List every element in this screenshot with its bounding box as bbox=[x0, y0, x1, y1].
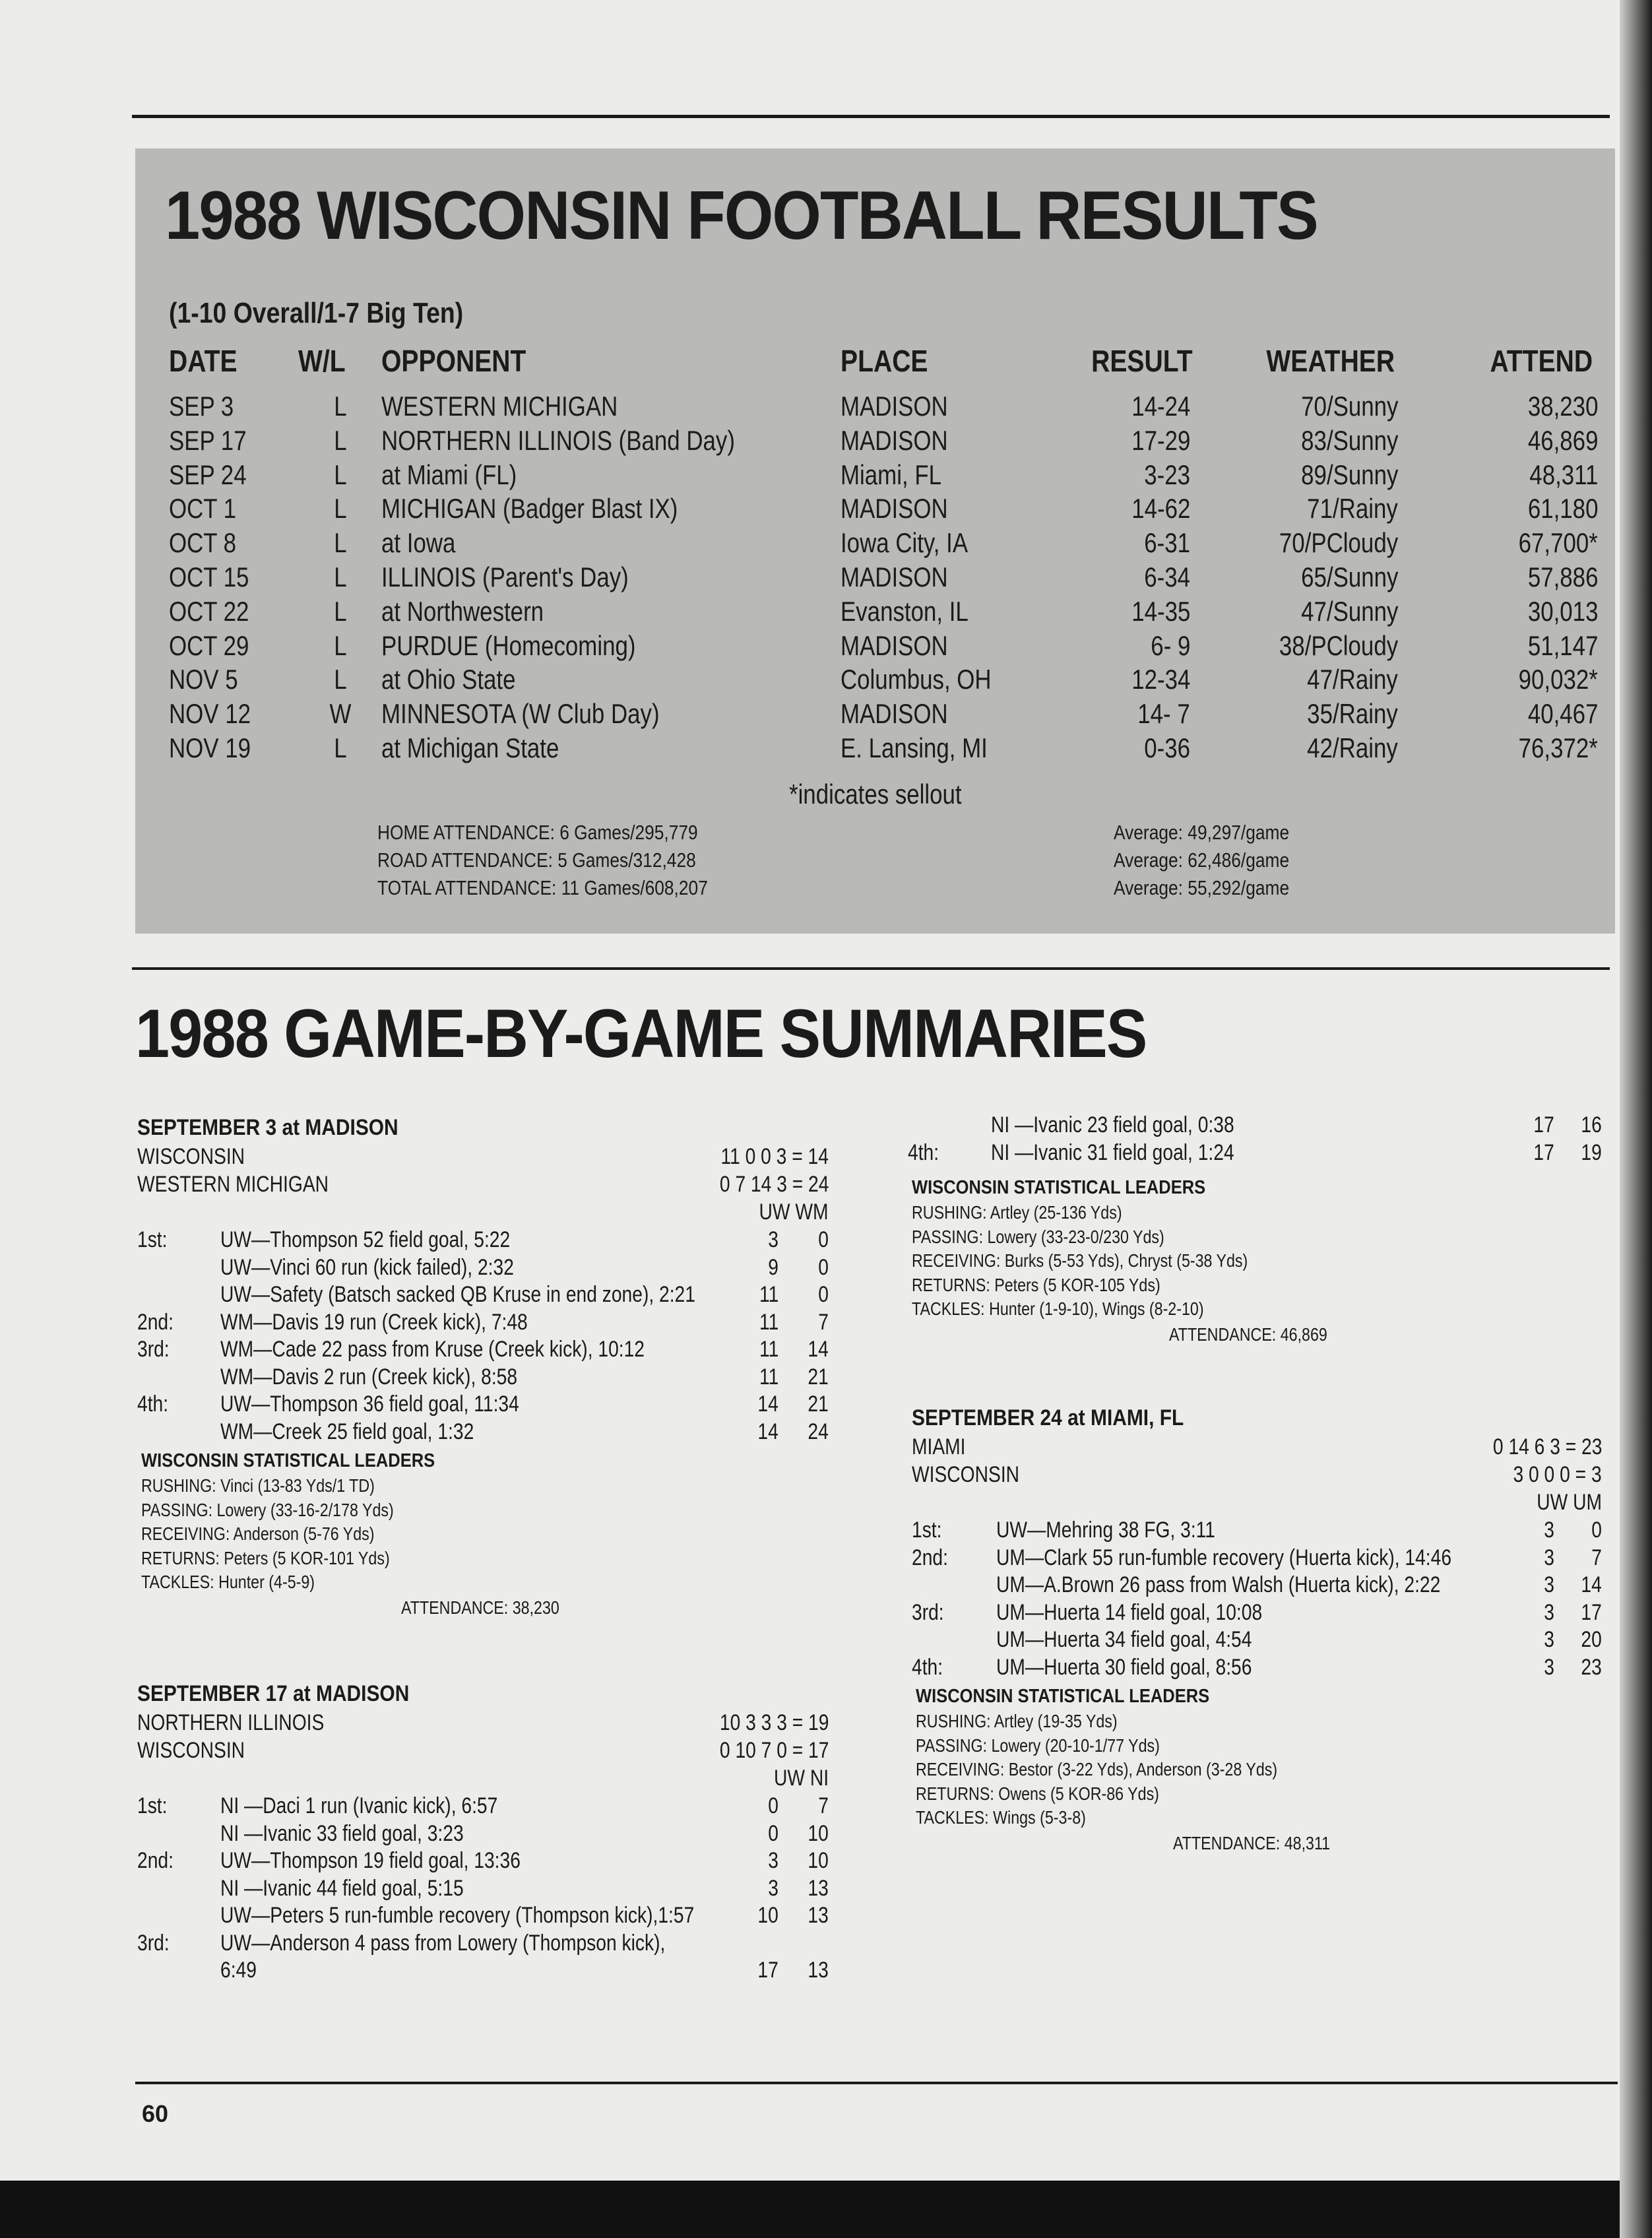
score-uw: 17 bbox=[1533, 1140, 1554, 1165]
score-opp: 7 bbox=[818, 1793, 829, 1818]
scoring-play: UM—Huerta 34 field goal, 4:54 bbox=[996, 1627, 1252, 1652]
results-cell-date: NOV 12 bbox=[169, 698, 251, 730]
quarter-label: 4th: bbox=[912, 1654, 943, 1680]
score-columns: UW UM bbox=[1537, 1490, 1602, 1515]
game-heading: SEPTEMBER 3 at MADISON bbox=[137, 1115, 398, 1140]
scoring-play: WM—Creek 25 field goal, 1:32 bbox=[220, 1419, 474, 1444]
results-cell-result: 14-62 bbox=[1131, 493, 1190, 525]
leader-line: RECEIVING: Burks (5-53 Yds), Chryst (5-38 Yds) bbox=[912, 1250, 1248, 1271]
results-cell-opponent: NORTHERN ILLINOIS (Band Day) bbox=[381, 424, 735, 456]
results-cell-weather: 38/PCloudy bbox=[1279, 629, 1398, 661]
road-attendance: ROAD ATTENDANCE: 5 Games/312,428 bbox=[377, 848, 696, 872]
score-opp: 24 bbox=[808, 1419, 829, 1444]
results-cell-date: SEP 24 bbox=[169, 459, 247, 490]
results-cell-place: MADISON bbox=[841, 561, 948, 592]
scoring-play: WM—Davis 19 run (Creek kick), 7:48 bbox=[220, 1309, 528, 1335]
results-cell-date: OCT 15 bbox=[169, 561, 249, 592]
results-cell-attend: 67,700* bbox=[1518, 527, 1598, 559]
scoring-play: NI —Ivanic 31 field goal, 1:24 bbox=[991, 1140, 1234, 1165]
scoring-play: UM—Clark 55 run-fumble recovery (Huerta kick), 14:46 bbox=[996, 1545, 1452, 1570]
score-opp: 13 bbox=[808, 1958, 829, 1983]
leader-line: PASSING: Lowery (33-16-2/178 Yds) bbox=[141, 1499, 394, 1520]
score-opp: 21 bbox=[808, 1391, 829, 1417]
score-uw: 11 bbox=[759, 1282, 778, 1307]
quarter-label: 1st: bbox=[912, 1518, 942, 1543]
score-opp: 13 bbox=[808, 1903, 829, 1928]
road-average: Average: 62,486/game bbox=[1114, 848, 1290, 872]
results-cell-result: 14-24 bbox=[1131, 391, 1190, 422]
game-heading: SEPTEMBER 24 at MIAMI, FL bbox=[912, 1405, 1184, 1430]
results-cell-result: 17-29 bbox=[1131, 424, 1190, 456]
scoring-play: UW—Thompson 36 field goal, 11:34 bbox=[220, 1391, 519, 1417]
results-cell-weather: 89/Sunny bbox=[1300, 459, 1398, 490]
results-cell-place: MADISON bbox=[841, 493, 948, 525]
results-cell-wl: L bbox=[334, 391, 347, 422]
score-uw: 3 bbox=[1544, 1654, 1554, 1680]
quarter-label: 1st: bbox=[137, 1793, 168, 1818]
results-cell-weather: 70/PCloudy bbox=[1279, 527, 1398, 559]
results-cell-place: E. Lansing, MI bbox=[841, 732, 988, 763]
line-score: 10 3 3 3 = 19 bbox=[719, 1710, 829, 1735]
results-cell-attend: 38,230 bbox=[1527, 391, 1598, 422]
score-opp: 14 bbox=[808, 1337, 829, 1362]
leaders-heading: WISCONSIN STATISTICAL LEADERS bbox=[916, 1686, 1210, 1707]
season-record: (1-10 Overall/1-7 Big Ten) bbox=[169, 297, 464, 329]
scoring-play: UW—Thompson 52 field goal, 5:22 bbox=[220, 1227, 511, 1252]
score-uw: 17 bbox=[757, 1958, 778, 1983]
score-columns: UW NI bbox=[773, 1766, 829, 1791]
summaries-title: 1988 GAME-BY-GAME SUMMARIES bbox=[135, 996, 1147, 1072]
results-cell-place: Columbus, OH bbox=[841, 664, 992, 695]
results-cell-wl: L bbox=[334, 424, 347, 456]
score-opp: 0 bbox=[818, 1282, 829, 1307]
results-cell-weather: 47/Rainy bbox=[1307, 664, 1398, 695]
scoring-play: WM—Cade 22 pass from Kruse (Creek kick), 10:12 bbox=[220, 1337, 645, 1362]
line-score: 0 14 6 3 = 23 bbox=[1492, 1434, 1602, 1459]
results-cell-wl: L bbox=[334, 561, 347, 592]
results-cell-attend: 76,372* bbox=[1518, 732, 1598, 763]
page-number: 60 bbox=[142, 2100, 169, 2127]
results-title: 1988 WISCONSIN FOOTBALL RESULTS bbox=[165, 177, 1318, 254]
sellout-note: *indicates sellout bbox=[789, 779, 962, 810]
results-cell-weather: 65/Sunny bbox=[1300, 561, 1398, 592]
score-uw: 3 bbox=[1544, 1572, 1554, 1597]
leader-line: RECEIVING: Bestor (3-22 Yds), Anderson (3-28 Yds) bbox=[916, 1759, 1278, 1779]
scoring-play: WM—Davis 2 run (Creek kick), 8:58 bbox=[220, 1364, 518, 1390]
quarter-label: 3rd: bbox=[137, 1337, 170, 1362]
leader-line: RUSHING: Artley (25-136 Yds) bbox=[912, 1202, 1122, 1223]
results-cell-attend: 40,467 bbox=[1527, 698, 1598, 730]
score-opp: 17 bbox=[1581, 1599, 1602, 1625]
line-score: 0 10 7 0 = 17 bbox=[719, 1738, 829, 1763]
results-cell-result: 6-31 bbox=[1144, 527, 1190, 559]
score-opp: 14 bbox=[1581, 1572, 1602, 1597]
header-opponent: OPPONENT bbox=[381, 344, 526, 378]
results-cell-date: SEP 3 bbox=[169, 391, 234, 422]
score-uw: 3 bbox=[1544, 1518, 1554, 1543]
results-cell-date: OCT 29 bbox=[169, 629, 249, 661]
results-cell-opponent: MICHIGAN (Badger Blast IX) bbox=[381, 493, 678, 525]
scoring-play: UM—Huerta 30 field goal, 8:56 bbox=[996, 1654, 1252, 1680]
leader-line: RETURNS: Peters (5 KOR-105 Yds) bbox=[912, 1274, 1160, 1295]
results-cell-weather: 42/Rainy bbox=[1307, 732, 1398, 763]
results-cell-attend: 57,886 bbox=[1527, 561, 1598, 592]
leader-line: RETURNS: Peters (5 KOR-101 Yds) bbox=[141, 1547, 390, 1568]
score-uw: 3 bbox=[768, 1875, 778, 1901]
score-uw: 10 bbox=[757, 1903, 778, 1928]
quarter-label: 2nd: bbox=[137, 1848, 174, 1873]
total-attendance: TOTAL ATTENDANCE: 11 Games/608,207 bbox=[377, 876, 708, 899]
results-cell-wl: L bbox=[334, 459, 347, 490]
quarter-label: 2nd: bbox=[137, 1309, 174, 1335]
header-attend: ATTEND bbox=[1490, 344, 1593, 378]
results-cell-place: Miami, FL bbox=[841, 459, 942, 490]
results-cell-weather: 47/Sunny bbox=[1300, 595, 1398, 627]
score-opp: 16 bbox=[1581, 1112, 1602, 1137]
scoring-play: UM—Huerta 14 field goal, 10:08 bbox=[996, 1599, 1263, 1625]
quarter-label: 3rd: bbox=[137, 1930, 170, 1956]
score-uw: 11 bbox=[759, 1309, 778, 1335]
results-cell-result: 3-23 bbox=[1144, 459, 1190, 490]
leader-line: TACKLES: Hunter (1-9-10), Wings (8-2-10) bbox=[912, 1298, 1204, 1319]
leader-line: PASSING: Lowery (33-23-0/230 Yds) bbox=[912, 1226, 1164, 1247]
results-cell-opponent: at Michigan State bbox=[381, 732, 559, 763]
results-cell-result: 14- 7 bbox=[1137, 698, 1190, 730]
score-opp: 0 bbox=[1591, 1518, 1602, 1543]
top-rule bbox=[132, 115, 1610, 118]
results-cell-wl: L bbox=[334, 493, 347, 525]
scoring-play: UW—Vinci 60 run (kick failed), 2:32 bbox=[220, 1254, 514, 1280]
score-uw: 11 bbox=[759, 1364, 778, 1390]
header-wl: W/L bbox=[298, 344, 346, 378]
results-cell-result: 0-36 bbox=[1144, 732, 1190, 763]
leader-line: RUSHING: Vinci (13-83 Yds/1 TD) bbox=[141, 1475, 375, 1496]
team-name: MIAMI bbox=[912, 1434, 966, 1459]
results-cell-weather: 71/Rainy bbox=[1307, 493, 1398, 525]
scoring-play: UW—Anderson 4 pass from Lowery (Thompson kick), bbox=[220, 1930, 666, 1956]
results-cell-place: MADISON bbox=[841, 629, 948, 661]
results-cell-date: OCT 8 bbox=[169, 527, 237, 559]
results-cell-opponent: PURDUE (Homecoming) bbox=[381, 629, 636, 661]
score-uw: 11 bbox=[759, 1337, 778, 1362]
results-cell-opponent: at Northwestern bbox=[381, 595, 544, 627]
results-cell-wl: L bbox=[334, 732, 347, 763]
leader-line: PASSING: Lowery (20-10-1/77 Yds) bbox=[916, 1735, 1160, 1756]
results-cell-wl: L bbox=[334, 664, 347, 695]
results-cell-date: NOV 19 bbox=[169, 732, 251, 763]
results-cell-wl: W bbox=[329, 698, 352, 730]
results-cell-place: MADISON bbox=[841, 391, 948, 422]
team-name: WISCONSIN bbox=[912, 1462, 1020, 1487]
score-opp: 20 bbox=[1581, 1627, 1602, 1652]
results-cell-result: 6-34 bbox=[1144, 561, 1190, 592]
quarter-label: 3rd: bbox=[912, 1599, 944, 1625]
results-cell-place: MADISON bbox=[841, 424, 948, 456]
game-attendance: ATTENDANCE: 48,311 bbox=[1173, 1832, 1331, 1853]
home-attendance: HOME ATTENDANCE: 6 Games/295,779 bbox=[377, 821, 698, 844]
results-cell-weather: 35/Rainy bbox=[1307, 698, 1398, 730]
leader-line: RECEIVING: Anderson (5-76 Yds) bbox=[141, 1523, 375, 1544]
results-cell-date: OCT 22 bbox=[169, 595, 249, 627]
header-date: DATE bbox=[169, 344, 238, 378]
score-opp: 10 bbox=[808, 1820, 829, 1846]
leaders-heading: WISCONSIN STATISTICAL LEADERS bbox=[141, 1450, 435, 1471]
results-cell-opponent: at Iowa bbox=[381, 527, 456, 559]
results-cell-weather: 83/Sunny bbox=[1300, 424, 1398, 456]
score-uw: 17 bbox=[1533, 1112, 1554, 1137]
score-uw: 14 bbox=[757, 1419, 778, 1444]
page-binding-edge bbox=[1620, 0, 1652, 2238]
score-opp: 10 bbox=[808, 1848, 829, 1873]
quarter-label: 1st: bbox=[137, 1227, 168, 1252]
leaders-heading: WISCONSIN STATISTICAL LEADERS bbox=[912, 1177, 1206, 1198]
scoring-play: NI —Daci 1 run (Ivanic kick), 6:57 bbox=[220, 1793, 498, 1818]
results-cell-place: Evanston, IL bbox=[841, 595, 969, 627]
score-opp: 7 bbox=[818, 1309, 829, 1335]
team-name: NORTHERN ILLINOIS bbox=[137, 1710, 325, 1735]
score-opp: 13 bbox=[808, 1875, 829, 1901]
results-cell-opponent: MINNESOTA (W Club Day) bbox=[381, 698, 660, 730]
leader-line: TACKLES: Hunter (4-5-9) bbox=[141, 1572, 315, 1592]
quarter-label: 2nd: bbox=[912, 1545, 948, 1570]
leader-line: RETURNS: Owens (5 KOR-86 Yds) bbox=[916, 1783, 1159, 1804]
results-cell-attend: 46,869 bbox=[1527, 424, 1598, 456]
home-average: Average: 49,297/game bbox=[1114, 821, 1290, 844]
results-cell-wl: L bbox=[334, 527, 347, 559]
line-score: 11 0 0 3 = 14 bbox=[720, 1144, 829, 1169]
bottom-rule bbox=[135, 2082, 1618, 2084]
results-cell-result: 6- 9 bbox=[1150, 629, 1190, 661]
header-weather: WEATHER bbox=[1266, 344, 1395, 378]
total-average: Average: 55,292/game bbox=[1114, 876, 1290, 899]
line-score: 3 0 0 0 = 3 bbox=[1513, 1462, 1602, 1487]
score-uw: 14 bbox=[757, 1391, 778, 1417]
results-cell-wl: L bbox=[334, 629, 347, 661]
results-cell-wl: L bbox=[334, 595, 347, 627]
team-name: WESTERN MICHIGAN bbox=[137, 1172, 329, 1197]
score-uw: 0 bbox=[768, 1793, 778, 1818]
score-opp: 0 bbox=[818, 1227, 829, 1252]
results-cell-opponent: WESTERN MICHIGAN bbox=[381, 391, 618, 422]
quarter-label: 4th: bbox=[137, 1391, 169, 1417]
scoring-play: NI —Ivanic 33 field goal, 3:23 bbox=[220, 1820, 464, 1846]
scoring-play: NI —Ivanic 44 field goal, 5:15 bbox=[220, 1875, 464, 1901]
game-attendance: ATTENDANCE: 46,869 bbox=[1169, 1324, 1327, 1345]
score-opp: 7 bbox=[1591, 1545, 1602, 1570]
scoring-play: UW—Peters 5 run-fumble recovery (Thompson kick),1:57 bbox=[220, 1903, 695, 1928]
score-uw: 3 bbox=[1544, 1599, 1554, 1625]
results-cell-result: 14-35 bbox=[1131, 595, 1190, 627]
results-cell-attend: 48,311 bbox=[1529, 459, 1598, 490]
game-attendance: ATTENDANCE: 38,230 bbox=[401, 1597, 559, 1618]
score-uw: 0 bbox=[768, 1820, 778, 1846]
scoring-play: NI —Ivanic 23 field goal, 0:38 bbox=[991, 1112, 1234, 1137]
results-cell-attend: 30,013 bbox=[1527, 595, 1598, 627]
results-cell-opponent: at Miami (FL) bbox=[381, 459, 517, 490]
scoring-play: UW—Safety (Batsch sacked QB Kruse in end zone), 2:21 bbox=[220, 1282, 695, 1307]
score-opp: 0 bbox=[818, 1254, 829, 1280]
line-score: 0 7 14 3 = 24 bbox=[719, 1172, 829, 1197]
scoring-play: UM—A.Brown 26 pass from Walsh (Huerta kick), 2:22 bbox=[996, 1572, 1441, 1597]
results-cell-weather: 70/Sunny bbox=[1300, 391, 1398, 422]
results-cell-opponent: ILLINOIS (Parent's Day) bbox=[381, 561, 629, 592]
header-place: PLACE bbox=[841, 344, 928, 378]
game-heading: SEPTEMBER 17 at MADISON bbox=[137, 1681, 410, 1706]
results-cell-attend: 61,180 bbox=[1527, 493, 1598, 525]
score-columns: UW WM bbox=[759, 1199, 829, 1225]
results-cell-attend: 90,032* bbox=[1518, 664, 1598, 695]
score-uw: 3 bbox=[1544, 1627, 1554, 1652]
quarter-label: 4th: bbox=[908, 1140, 939, 1165]
scoring-play: 6:49 bbox=[220, 1958, 257, 1983]
mid-rule bbox=[132, 967, 1610, 970]
team-name: WISCONSIN bbox=[137, 1144, 245, 1169]
team-name: WISCONSIN bbox=[137, 1738, 245, 1763]
results-cell-opponent: at Ohio State bbox=[381, 664, 516, 695]
score-uw: 9 bbox=[768, 1254, 778, 1280]
score-opp: 21 bbox=[808, 1364, 829, 1390]
results-cell-date: SEP 17 bbox=[169, 424, 247, 456]
results-cell-date: NOV 5 bbox=[169, 664, 238, 695]
results-cell-place: Iowa City, IA bbox=[841, 527, 969, 559]
score-uw: 3 bbox=[768, 1227, 778, 1252]
results-cell-attend: 51,147 bbox=[1527, 629, 1598, 661]
score-uw: 3 bbox=[1544, 1545, 1554, 1570]
leader-line: RUSHING: Artley (19-35 Yds) bbox=[916, 1711, 1118, 1731]
score-opp: 23 bbox=[1581, 1654, 1602, 1680]
scoring-play: UW—Thompson 19 field goal, 13:36 bbox=[220, 1848, 521, 1873]
score-uw: 3 bbox=[768, 1848, 778, 1873]
score-opp: 19 bbox=[1581, 1140, 1602, 1165]
results-cell-place: MADISON bbox=[841, 698, 948, 730]
results-cell-result: 12-34 bbox=[1131, 664, 1190, 695]
leader-line: TACKLES: Wings (5-3-8) bbox=[916, 1807, 1086, 1828]
results-cell-date: OCT 1 bbox=[169, 493, 237, 525]
header-result: RESULT bbox=[1091, 344, 1193, 378]
scoring-play: UW—Mehring 38 FG, 3:11 bbox=[996, 1518, 1215, 1543]
